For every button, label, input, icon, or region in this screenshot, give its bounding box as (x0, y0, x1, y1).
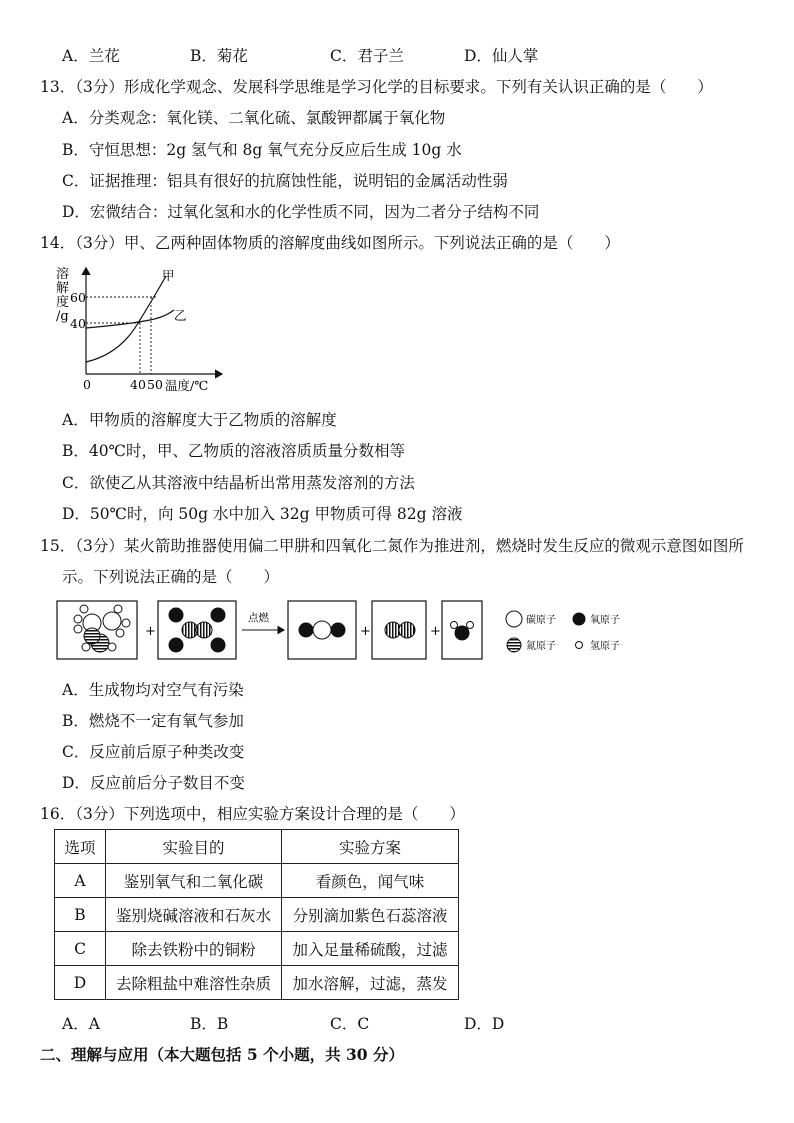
q15-stem-line1: 15．（3分）某火箭助推器使用偏二甲肼和四氧化二氮作为推进剂，燃烧时发生反应的微观示意图如图所 (40, 537, 744, 555)
table-cell: B (55, 898, 106, 932)
q13-option-a: A．分类观念：氧化镁、二氧化硫、氯酸钾都属于氧化物 (62, 109, 446, 127)
table-row (55, 898, 459, 932)
q14-option-d: D．50℃时，向 50g 水中加入 32g 甲物质可得 82g 溶液 (62, 505, 463, 523)
q13-stem: 13．（3分）形成化学观念、发展科学思维是学习化学的目标要求。下列有关认识正确的是（ ） (40, 78, 713, 96)
table-cell: A (55, 864, 106, 898)
q15-stem-line2: 示。下列说法正确的是（ ） (62, 568, 280, 586)
curve-label-yi: 乙 (174, 308, 187, 323)
table-cell: 看颜色，闻气味 (282, 864, 459, 898)
q16-option-c: C．C (330, 1015, 370, 1033)
table-header: 实验目的 (106, 830, 282, 864)
table-cell: 除去铁粉中的铜粉 (106, 932, 282, 966)
q13-option-b: B．守恒思想：2g 氢气和 8g 氧气充分反应后生成 10g 水 (62, 141, 462, 159)
table-row (55, 966, 459, 1000)
legend-hydrogen: 氢原子 (590, 641, 620, 652)
q16-option-a: A．A (62, 1015, 100, 1033)
reaction-micro-diagram (56, 597, 676, 663)
x-tick-40: 40 (130, 377, 146, 392)
solubility-curve-graph (50, 262, 230, 398)
curve-yi (86, 310, 174, 328)
table-row (55, 864, 459, 898)
q14-option-c: C．欲使乙从其溶液中结晶析出常用蒸发溶剂的方法 (62, 474, 415, 492)
q16-option-d: D．D (464, 1015, 505, 1033)
section-heading: 二、理解与应用（本大题包括 5 个小题，共 30 分） (40, 1045, 404, 1064)
table-cell: 去除粗盐中难溶性杂质 (106, 966, 282, 1000)
reaction-condition: 点燃 (248, 612, 269, 624)
table-cell: 分别滴加紫色石蕊溶液 (282, 898, 459, 932)
q12-option-c: C．君子兰 (330, 47, 404, 65)
q15-option-a: A．生成物均对空气有污染 (62, 681, 244, 699)
q13-option-c: C．证据推理：铝具有很好的抗腐蚀性能，说明铝的金属活动性弱 (62, 172, 508, 190)
q12-option-d: D．仙人掌 (464, 47, 539, 65)
table-header-row (55, 830, 459, 864)
table-cell: C (55, 932, 106, 966)
q14-option-a: A．甲物质的溶解度大于乙物质的溶解度 (62, 411, 337, 429)
legend-nitrogen: 氮原子 (526, 641, 556, 652)
plus-2: + (360, 624, 371, 639)
x-label: 温度/℃ (165, 378, 209, 393)
experiment-table (54, 829, 459, 1000)
table-cell: D (55, 966, 106, 1000)
q12-option-b: B．菊花 (190, 47, 248, 65)
legend-oxygen: 氧原子 (590, 615, 620, 626)
q15-option-c: C．反应前后原子种类改变 (62, 743, 245, 761)
table-cell: 加入足量稀硫酸，过滤 (282, 932, 459, 966)
table-header: 实验方案 (282, 830, 459, 864)
legend-carbon: 碳原子 (526, 615, 556, 626)
q15-option-d: D．反应前后分子数目不变 (62, 774, 245, 792)
y-label-4: /g (56, 309, 69, 324)
y-label-2: 解 (56, 281, 70, 296)
y-label-1: 溶 (56, 267, 70, 282)
x-tick-50: 50 (147, 377, 163, 392)
q16-option-b: B．B (190, 1015, 229, 1033)
y-tick-60: 60 (70, 290, 86, 305)
table-cell: 鉴别氧气和二氧化碳 (106, 864, 282, 898)
table-header: 选项 (55, 830, 106, 864)
q14-option-b: B．40℃时，甲、乙物质的溶液溶质质量分数相等 (62, 442, 405, 460)
q16-stem: 16．（3分）下列选项中，相应实验方案设计合理的是（ ） (40, 805, 465, 823)
q13-option-d: D．宏微结合：过氧化氢和水的化学性质不同，因为二者分子结构不同 (62, 203, 540, 221)
q12-option-a: A．兰花 (62, 47, 120, 65)
plus-3: + (430, 624, 441, 639)
q15-option-b: B．燃烧不一定有氧气参加 (62, 712, 244, 730)
q14-stem: 14．（3分）甲、乙两种固体物质的溶解度曲线如图所示。下列说法正确的是（ ） (40, 234, 620, 252)
y-tick-40: 40 (70, 316, 86, 331)
plus-1: + (145, 624, 156, 639)
table-cell: 加水溶解，过滤，蒸发 (282, 966, 459, 1000)
origin-label: 0 (83, 377, 91, 392)
table-row (55, 932, 459, 966)
curve-label-jia: 甲 (162, 268, 175, 283)
y-label-3: 度 (56, 295, 70, 310)
table-cell: 鉴别烧碱溶液和石灰水 (106, 898, 282, 932)
